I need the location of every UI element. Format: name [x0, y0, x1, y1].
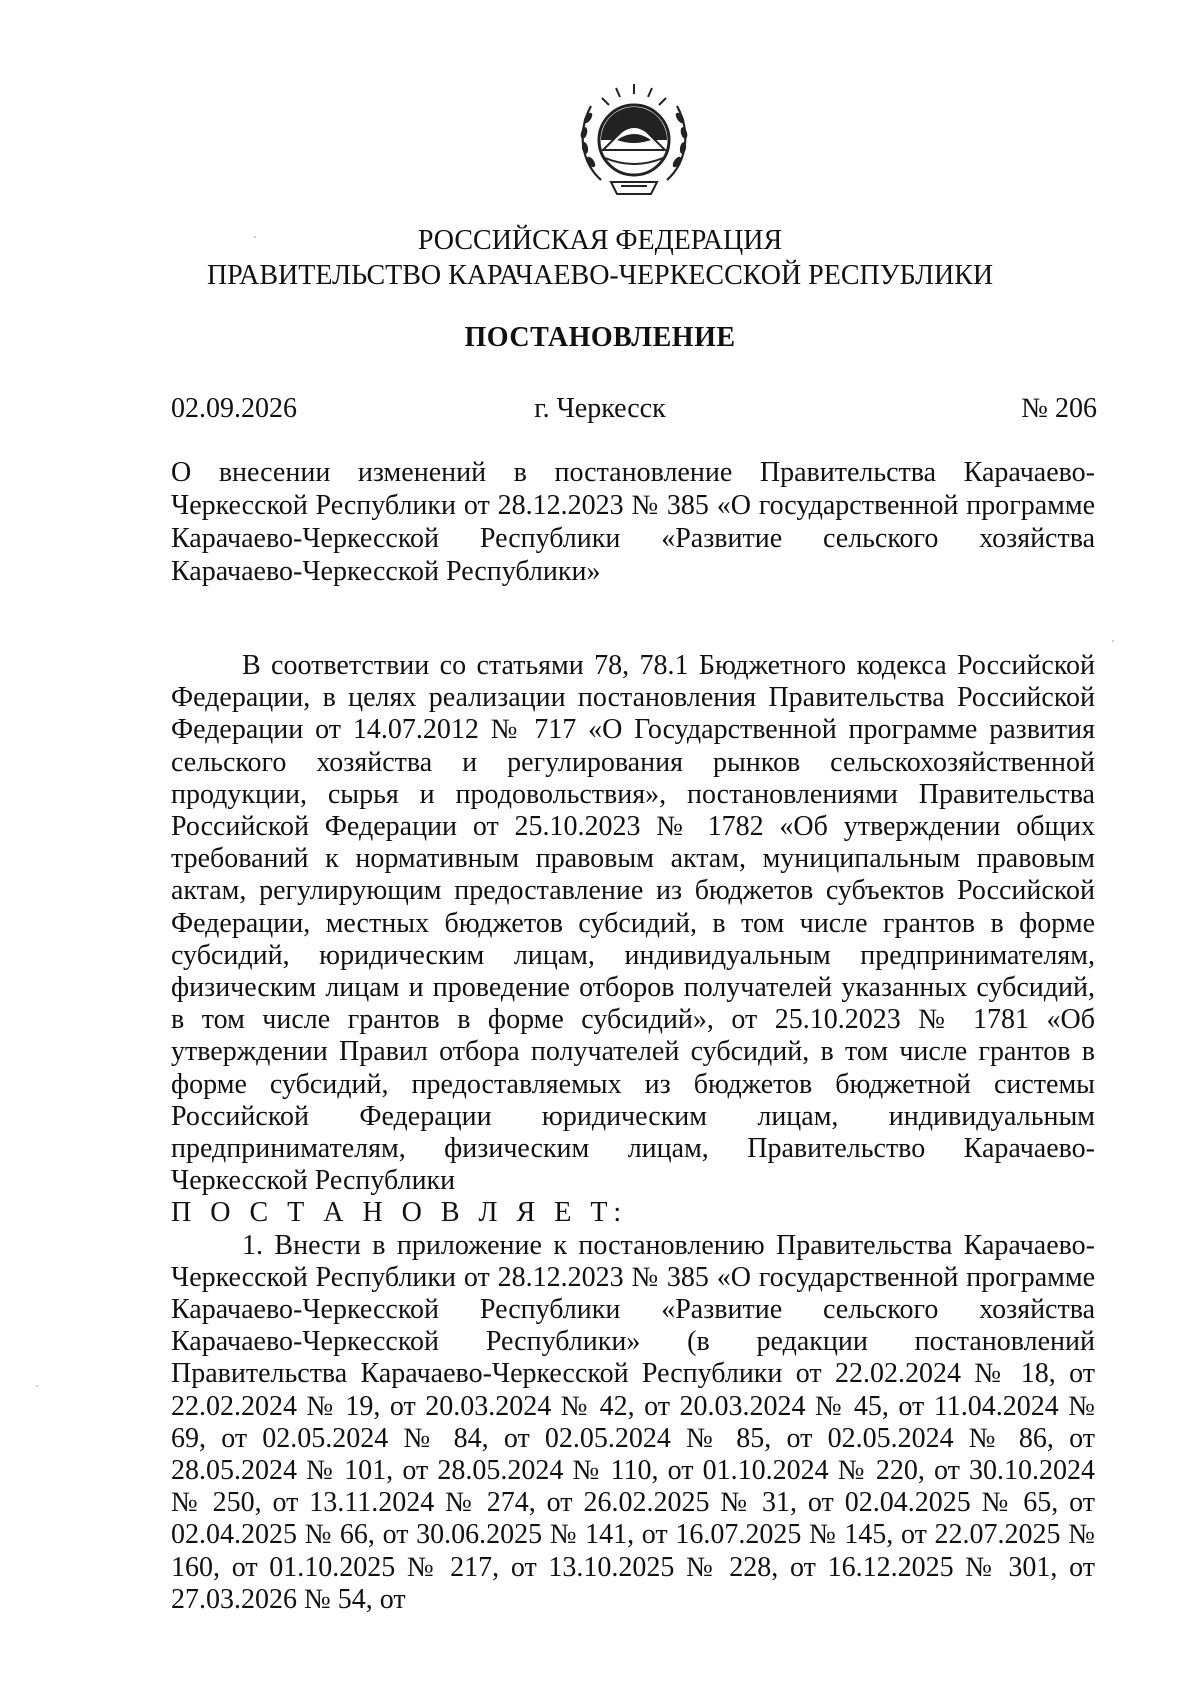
scan-speck — [36, 1385, 38, 1387]
document-body — [171, 650, 1095, 1616]
document-city: г. Черкесск — [534, 393, 666, 424]
document-date: 02.09.2026 — [171, 393, 297, 424]
document-title: ПОСТАНОВЛЕНИЕ — [464, 322, 736, 353]
scan-speck — [254, 236, 256, 238]
decree-line: П О С Т А Н О В Л Я Е Т: — [171, 1197, 628, 1229]
scan-speck — [1112, 640, 1114, 642]
preamble-paragraph: В соответствии со статьями 78, 78.1 Бюджетного кодекса Российской Федерации, в целях реализации постановления Правительства Российской Федерации от 14.07.2012 № 717 «О Государственной программе развития сельского хозяйства и регулирования рынков сельскохозяйственной продукции, сырья и продовольствия», постановлениями Правительства Российской Федерации от 25.10.2023 № 1782 «Об утверждении общих требований к нормативным правовым актам, муниципальным правовым актам, регулирующим предоставление из бюджетов субъектов Российской Федерации, местных бюджетов субсидий, в том числе грантов в форме субсидий, юридическим лицам, индивидуальным предпринимателям, физическим лицам и проведение отборов получателей указанных субсидий, в том числе грантов в форме субсидий», от 25.10.2023 № 1781 «Об утверждении Правил отбора получателей субсидий, в том числе грантов в форме субсидий, предоставляемых из бюджетов бюджетной системы Российской Федерации юридическим лицам, индивидуальным предпринимателям, физическим лицам, Правительство Карачаево-Черкесской Республики — [171, 650, 1095, 1197]
document-subject: О внесении изменений в постановление Правительства Карачаево-Черкесской Республики от 28.12.2023 № 385 «О государственной программе Карачаево-Черкесской Республики «Развитие сельского хозяйства Карачаево-Черкесской Республики» — [171, 457, 1095, 587]
government-heading: ПРАВИТЕЛЬСТВО КАРАЧАЕВО-ЧЕРКЕССКОЙ РЕСПУБЛИКИ — [206, 260, 994, 291]
country-heading: РОССИЙСКАЯ ФЕДЕРАЦИЯ — [417, 225, 783, 256]
coat-of-arms-icon — [571, 78, 697, 204]
item-1-paragraph: 1. Внести в приложение к постановлению Правительства Карачаево-Черкесской Республики от 28.12.2023 № 385 «О государственной программе Карачаево-Черкесской Республики «Развитие сельского хозяйства Карачаево-Черкесской Республики» (в редакции постановлений Правительства Карачаево-Черкесской Республики от 22.02.2024 № 18, от 22.02.2024 № 19, от 20.03.2024 № 42, от 20.03.2024 № 45, от 11.04.2024 № 69, от 02.05.2024 № 84, от 02.05.2024 № 85, от 02.05.2024 № 86, от 28.05.2024 № 101, от 28.05.2024 № 110, от 01.10.2024 № 220, от 30.10.2024 № 250, от 13.11.2024 № 274, от 26.02.2025 № 31, от 02.04.2025 № 65, от 02.04.2025 № 66, от 30.06.2025 № 141, от 16.07.2025 № 145, от 22.07.2025 № 160, от 01.10.2025 № 217, от 13.10.2025 № 228, от 16.12.2025 № 301, от 27.03.2026 № 54, от — [171, 1229, 1095, 1615]
document-number: № 206 — [1021, 393, 1097, 424]
